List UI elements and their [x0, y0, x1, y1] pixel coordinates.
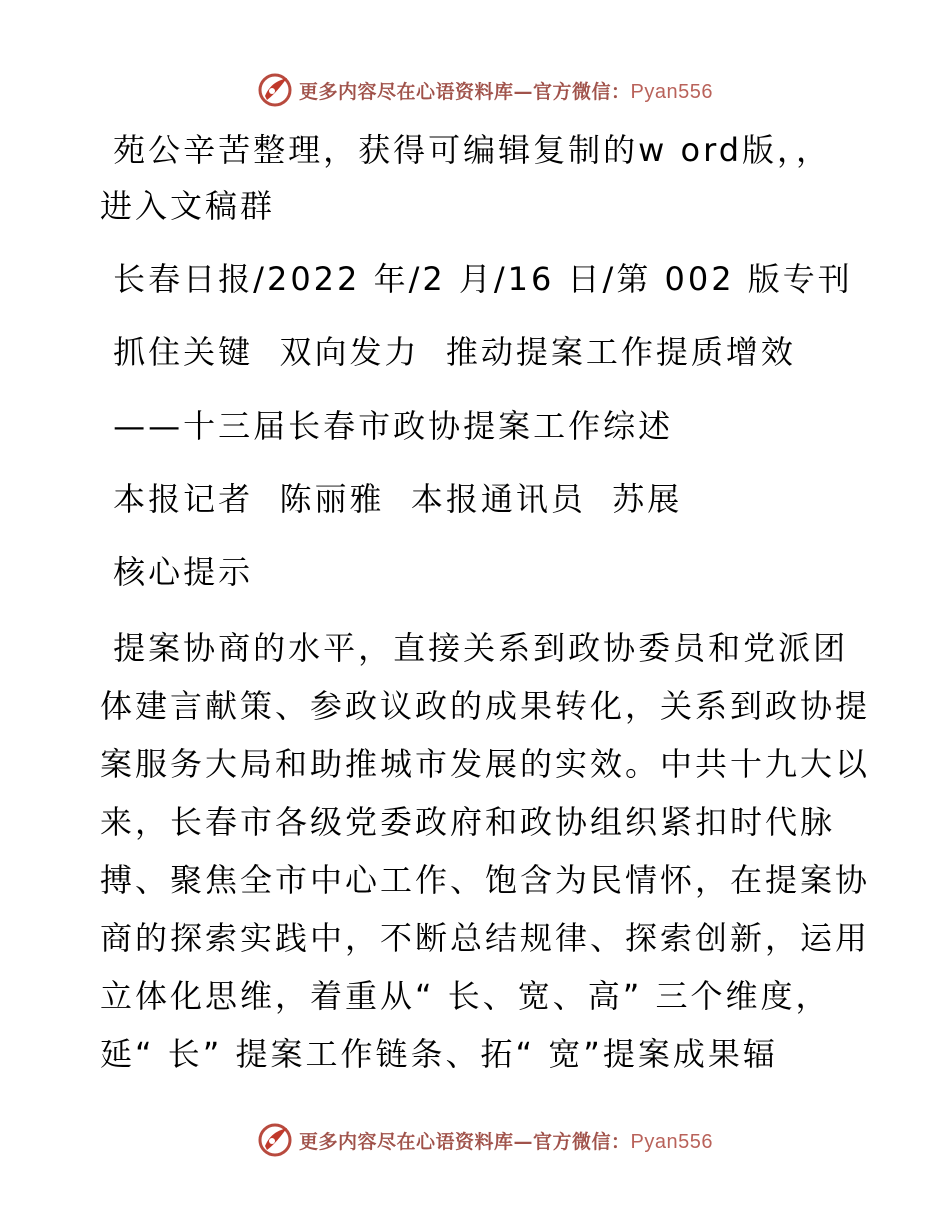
footer-banner-wechat-id: Pyan556 — [630, 1130, 713, 1153]
header-banner-title: 更多内容尽在心语资料库 — [299, 80, 514, 103]
header-banner-wechat-id: Pyan556 — [630, 80, 713, 103]
library-logo-icon — [257, 72, 293, 108]
header-banner-text — [299, 77, 713, 104]
doc-line-11: 来，长春市各级党委政府和政协组织紧扣时代脉 — [100, 803, 836, 841]
doc-line-2: 进入文稿群 — [100, 187, 276, 225]
footer-banner-wechat-label: 官方微信： — [533, 1130, 631, 1153]
header-banner-separator: — — [513, 80, 534, 103]
header-banner-wechat-label: 官方微信： — [533, 80, 631, 103]
doc-line-15: 延“ 长” 提案工作链条、拓“ 宽”提案成果辐 — [100, 1035, 778, 1073]
doc-line-5: ——十三届长春市政协提案工作综述 — [100, 407, 674, 445]
doc-line-13: 商的探索实践中，不断总结规律、探索创新，运用 — [100, 919, 871, 957]
doc-line-12: 搏、聚焦全市中心工作、饱含为民情怀，在提案协 — [100, 861, 871, 899]
doc-line-14: 立体化思维，着重从“ 长、宽、高” 三个维度， — [100, 977, 831, 1015]
doc-line-10: 案服务大局和助推城市发展的实效。中共十九大以 — [100, 745, 871, 783]
doc-line-9: 体建言献策、参政议政的成果转化，关系到政协提 — [100, 687, 871, 725]
footer-banner-separator: — — [513, 1130, 534, 1153]
library-logo-icon — [257, 1122, 293, 1158]
doc-line-1: 苑公辛苦整理，获得可编辑复制的w ord版，， — [100, 131, 832, 169]
footer-banner-title: 更多内容尽在心语资料库 — [299, 1130, 514, 1153]
header-banner-content — [257, 72, 713, 108]
footer-banner-content — [257, 1122, 713, 1158]
footer-banner — [0, 1120, 950, 1160]
header-banner — [0, 70, 950, 110]
doc-line-4: 抓住关键 双向发力 推动提案工作提质增效 — [100, 333, 796, 371]
doc-line-7: 核心提示 — [100, 553, 254, 591]
doc-line-8: 提案协商的水平，直接关系到政协委员和党派团 — [100, 629, 849, 667]
doc-line-6: 本报记者 陈丽雅 本报通讯员 苏展 — [100, 480, 683, 518]
doc-line-3: 长春日报/2022 年/2 月/16 日/第 002 版专刊 — [100, 260, 853, 298]
footer-banner-text — [299, 1127, 713, 1154]
